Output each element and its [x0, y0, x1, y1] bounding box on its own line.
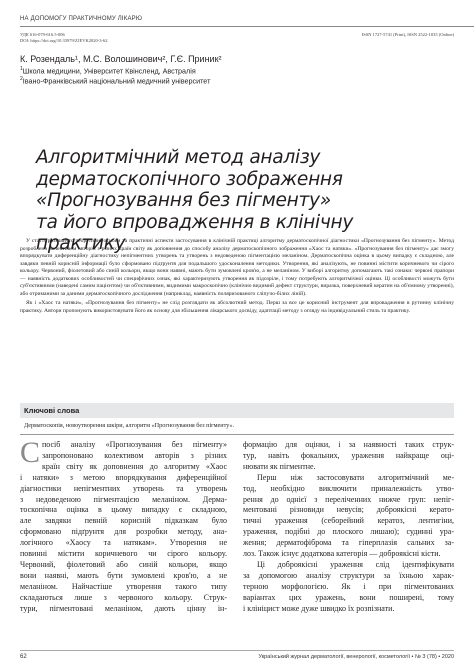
text-line: Ці доброякісні ураження слід ідентифікувати [257, 559, 454, 569]
text-line: країн світу як доповнення до алгоритму «Хаос [42, 461, 227, 471]
affiliation-1: $^1$Школа медицини, Університет Квінсленд, Австралія [20, 66, 196, 76]
text-line: ментовані різновиди невусів; доброякісні керато- [243, 505, 454, 515]
affiliation-2: $^2$Івано-Франківський національний медичний університет [20, 76, 211, 86]
article-meta-left [20, 32, 108, 44]
keywords-heading: Ключові слова [20, 403, 454, 418]
text-line: ження; дерматофіброма та гіперплазія сальних за- [243, 538, 454, 548]
text-line: Перш ніж застосовувати алгоритмічний ме- [257, 472, 454, 482]
text-line: Червоний, фіолетовий або синій кольори, якщо [20, 559, 227, 569]
text-line: посіб аналізу «Прогнозування без пігменту» [42, 440, 227, 449]
keywords-text: Дерматоскопія, новоутворення шкіри, алгоритм «Прогнозування без пігменту». [20, 418, 454, 435]
doi-link[interactable]: DOI: https://doi.org/10.33979/ZJEVK2020-3-62 [20, 38, 108, 43]
text-line: ураження, подібні до плоского лишаю); судинні ура- [243, 527, 454, 537]
text-line: вони наявні, мають бути зумовлені кров'ю, а не [20, 570, 227, 580]
text-line: логічного «Хаосу та натякам». Утворення не [20, 538, 227, 548]
text-line: за допомогою аналізу структури за їхньою харак- [243, 570, 454, 580]
text-line: тичні ураження (себорейний кератоз, лентигіни, [243, 516, 454, 526]
text-line: і натяки» з метою впорядкування диференційної [20, 472, 227, 482]
title-line: «Прогнозування без пігменту» [36, 190, 331, 211]
text-line: діагностики непігментних утворень та утворень [20, 483, 227, 493]
udc-code: УДК 616-079-616.5-006 [20, 32, 65, 37]
text-line: нювати як пігментне. [243, 461, 316, 471]
title-line: та його впровадження в клінічну практику [36, 211, 354, 254]
text-line: тур, навіть фокальних, ураження найкраще оці- [243, 450, 454, 460]
footer-divider [20, 650, 454, 651]
page-number: 62 [20, 654, 27, 660]
body-column-left [20, 436, 227, 615]
text-line: і клініцист може дуже швидко їх розпізнати. [243, 603, 395, 613]
body-column-right [243, 440, 454, 615]
title-line: дерматоскопічного зображення [36, 168, 343, 190]
text-line: сформовано підґрунтя для розробки методу, ана- [20, 527, 227, 537]
drop-cap: С [20, 436, 41, 469]
journal-footer: Український журнал дерматології, венерології, косметології • № 3 (78) • 2020 [258, 654, 454, 660]
text-line: запропоновано колективом авторів з різних [42, 450, 227, 460]
title-line: Алгоритмічний метод аналізу [36, 147, 321, 168]
text-line: з недоведеною пігментацією меланіном. Дерма- [20, 494, 227, 504]
text-line: складаються лише з червоного кольору. Струк- [20, 592, 227, 602]
text-line: лоз. Також існує додаткова категорія — доброякісні кісти. [243, 549, 441, 559]
section-header: НА ДОПОМОГУ ПРАКТИЧНОМУ ЛІКАРЮ [20, 16, 143, 22]
abstract-paragraph: Як і «Хаос та натяки», «Прогнозування без пігменту» не слід розглядати як абсолютний метод. Перш за все це корисний інструмент для впровадження в рутинну клінічну практику. Автори пропонують використовувати його як основу для збільшення лікарського досвіду, адаптації методу з огляду на індивідуальний стиль та практику. [20, 300, 454, 314]
abstract-paragraph: У статті розглянуто теоретичні основи та практичні аспекти застосування в клінічній практиці алгоритму дерматоскопічної діагностики «Прогнозування без пігменту». Метод розроблено колективом авторів з різних країн світу як доповнення до способу аналізу дерматоскопічного зображення «Хаос та натяки». «Прогнозування без пігменту» дає змогу впорядкувати диференційну діагностику непігментних утворень та утворень з недоведеною пігментацією меланіном. Дерматоскопічна оцінка в цьому випадку є складною, але завдяки певній корисній інформації було сформовано підґрунтя для подальшого удосконалення методики. Утворення, які аналізують, не повинні містити коричневого чи сірого кольору. Червоний, фіолетовий або синій кольори, якщо вони наявні, мають бути зумовлені кров'ю, а не меланіном. У виборі алгоритму допомагають такі ознаки: червоні прапори — наявність додаткових особливостей чи специфічних ознак, які характеризують утворення як підозріле, і тому потребують алгоритмічної оцінки. Ці особливості можуть бути суб'єктивними (наведені самим пацієнтом) чи об'єктивними, видимими макроскопічно (клінічно видимий дефект структури, виразка, поверхневий кератин на об'ємному утворенні), або отриманими за даними дерматоскопічного дослідження (наприклад, наявність поляризованого сліпучо-білих ліній). [20, 238, 454, 297]
text-line: варіантах цих уражень, вони поширені, тому [243, 592, 454, 602]
abstract [20, 238, 454, 315]
text-line: терною морфологією. Як і при пігментованих [243, 581, 454, 591]
text-line: меланіном. Найчастіше утворення такого типу [20, 581, 227, 591]
text-line: тод, необхідно виключити приналежність утво- [243, 483, 454, 493]
text-line: повинні містити коричневого чи сірого кольору. [20, 549, 227, 559]
keywords-box [20, 403, 454, 435]
text-line: рення до однієї з переліченних нижче груп: непіг- [243, 494, 454, 504]
text-line: тоскопічна оцінка в цьому випадку є складною, [20, 505, 227, 515]
author-list: К. Розендаль¹, М.С. Волошинович², Г.Є. Приник² [20, 54, 222, 64]
text-line: але завдяки певній корисній підказкам було [20, 516, 227, 526]
text-line: тури, пігментовані меланіном, дають цінну ін- [20, 603, 227, 613]
issn-info: ISSN 1727-5741 (Print), ISSN 2522-1035 (Online) [361, 32, 454, 37]
text-line: формацію для оцінки, і за наявності таких струк- [243, 440, 454, 449]
